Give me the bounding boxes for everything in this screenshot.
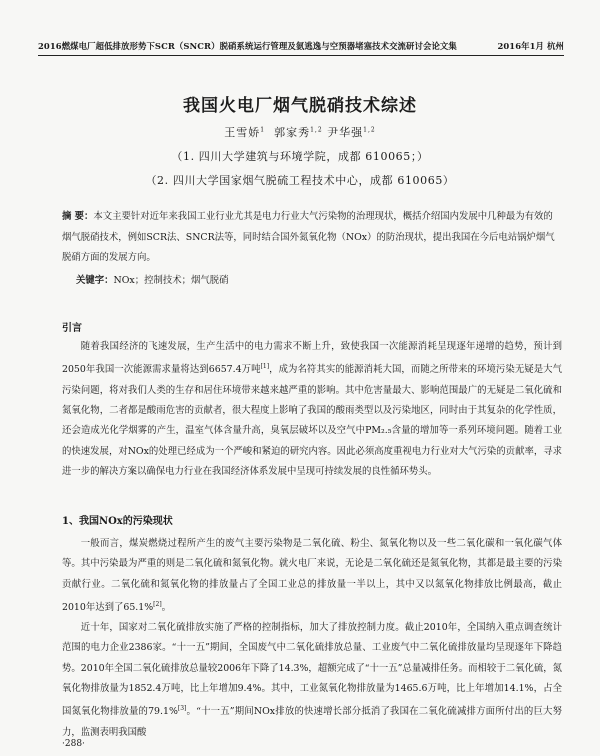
abstract bbox=[62, 207, 562, 269]
s1p1-text-b: 。 bbox=[161, 602, 172, 614]
author-line bbox=[0, 124, 600, 140]
s1p2-text-b: 。“十一五”期间NOx排放的快速增长部分抵消了我国在二氧化硫减排方面所付出的巨大努力，监测表明我国酸 bbox=[62, 706, 562, 738]
abstract-text: 本文主要针对近年来我国工业行业尤其是电力行业大气污染物的治理现状，概括介绍国内发展中几种最为有效的烟气脱硝技术，例如SCR法、SNCR法等，同时结合国外氮氧化物（NOx）的防治现状，提出我国在今后电站锅炉烟气脱硝方面的发展方向。 bbox=[62, 211, 555, 263]
keywords bbox=[76, 272, 228, 286]
section-1-paragraph-2 bbox=[62, 618, 562, 743]
keywords-label: 关键字： bbox=[76, 275, 114, 286]
author-1-affil: 1 bbox=[260, 126, 266, 134]
citation-2: [2] bbox=[153, 600, 162, 608]
paper-title: 我国火电厂烟气脱硝技术综述 bbox=[183, 96, 417, 116]
header-date-place: 2016年1月 杭州 bbox=[497, 41, 564, 51]
page-number: ·288· bbox=[62, 739, 85, 749]
affiliation-1: （1. 四川大学建筑与环境学院，成都 610065；） bbox=[171, 150, 429, 163]
citation-1: [1] bbox=[260, 363, 270, 371]
author-1: 王雪娇 bbox=[224, 126, 261, 139]
author-3-affil: 1,2 bbox=[363, 126, 376, 134]
intro-text-b: ，成为名符其实的能源消耗大国，而随之所带来的环境污染无疑是大气污染问题，将对我们人类的生存和居住环境带来越来越严重的影响。其中危害量最大、影响范围最广的无疑是二氧化硫和氮氧化物，二者都是酸雨危害的贡献者，很大程度上影响了我国的酸雨类型以及污染地区，同时由于其复杂的化学性质，还会造成光化学烟雾的产生，温室气体含量升高，臭氧层破坏以及空气中PM₂.₅含量的增加等一系列环境问题。随着工业的快速发展，对NOx的处理已经成为一个严峻和紧迫的研究内容。因此必须高度重视电力行业对大气污染的贡献率，寻求进一步的解决方案以确保电力行业在我国经济体系发展中呈现可持续发展的良性循环势头。 bbox=[62, 364, 562, 477]
keywords-text: NOx；控制技术；烟气脱硝 bbox=[113, 275, 229, 286]
running-header bbox=[38, 40, 564, 56]
section-1-heading: 1、我国NOx的污染现状 bbox=[62, 516, 173, 527]
affiliation-2: （2. 四川大学国家烟气脱硫工程技术中心，成都 610065） bbox=[145, 174, 455, 187]
author-2-affil: 1,2 bbox=[310, 126, 323, 134]
section-1-paragraph-1 bbox=[62, 534, 562, 618]
abstract-label: 摘 要： bbox=[62, 211, 94, 222]
intro-paragraph bbox=[62, 337, 562, 482]
author-2: 郭家秀 bbox=[274, 126, 311, 139]
intro-text-a: 随着我国经济的飞速发展，生产生活中的电力需求不断上升，致使我国一次能源消耗呈现逐年递增的趋势，预计到2050年我国一次能源需求量将达到6657.4万吨 bbox=[62, 341, 562, 376]
s1p1-text-a: 一般而言，煤炭燃烧过程所产生的废气主要污染物是二氧化硫、粉尘、氮氧化物以及一些二氧化碳和一氧化碳气体等。其中污染最为严重的则是二氧化硫和氮氧化物。就火电厂来说，无论是二氧化硫还是氮氧化物，其都是最主要的污染贡献行业。二氧化硫和氮氧化物的排放量占了全国工业总的排放量一半以上，其中又以氮氧化物排放比例最高，截止2010年达到了65.1% bbox=[62, 538, 562, 614]
citation-3: [3] bbox=[177, 705, 187, 713]
intro-heading: 引言 bbox=[62, 323, 82, 334]
author-3: 尹华强 bbox=[327, 126, 364, 139]
header-proceedings-title: 2016燃煤电厂超低排放形势下SCR（SNCR）脱硝系统运行管理及氨逃逸与空预器堵塞技术交流研讨会论文集 bbox=[38, 41, 457, 51]
s1p2-text-a: 近十年，国家对二氧化硫排放实施了严格的控制指标，加大了排放控制力度。截止2010年，全国纳入重点调查统计范围的电力企业2386家。“十一五”期间，全国废气中二氧化硫排放总量、工业废气中二氧化硫排放量均呈现逐年下降趋势。2010年全国二氧化硫排放总量较2006年下降了14.3%，超额完成了“十一五”总量减排任务。而相较于二氧化硫，氮氧化物排放量为1852.4万吨，比上年增加9.4%。其中，工业氮氧化物排放量为1465.6万吨，比上年增加14.1%，占全国氮氧化物排放量的79.1% bbox=[62, 622, 562, 718]
